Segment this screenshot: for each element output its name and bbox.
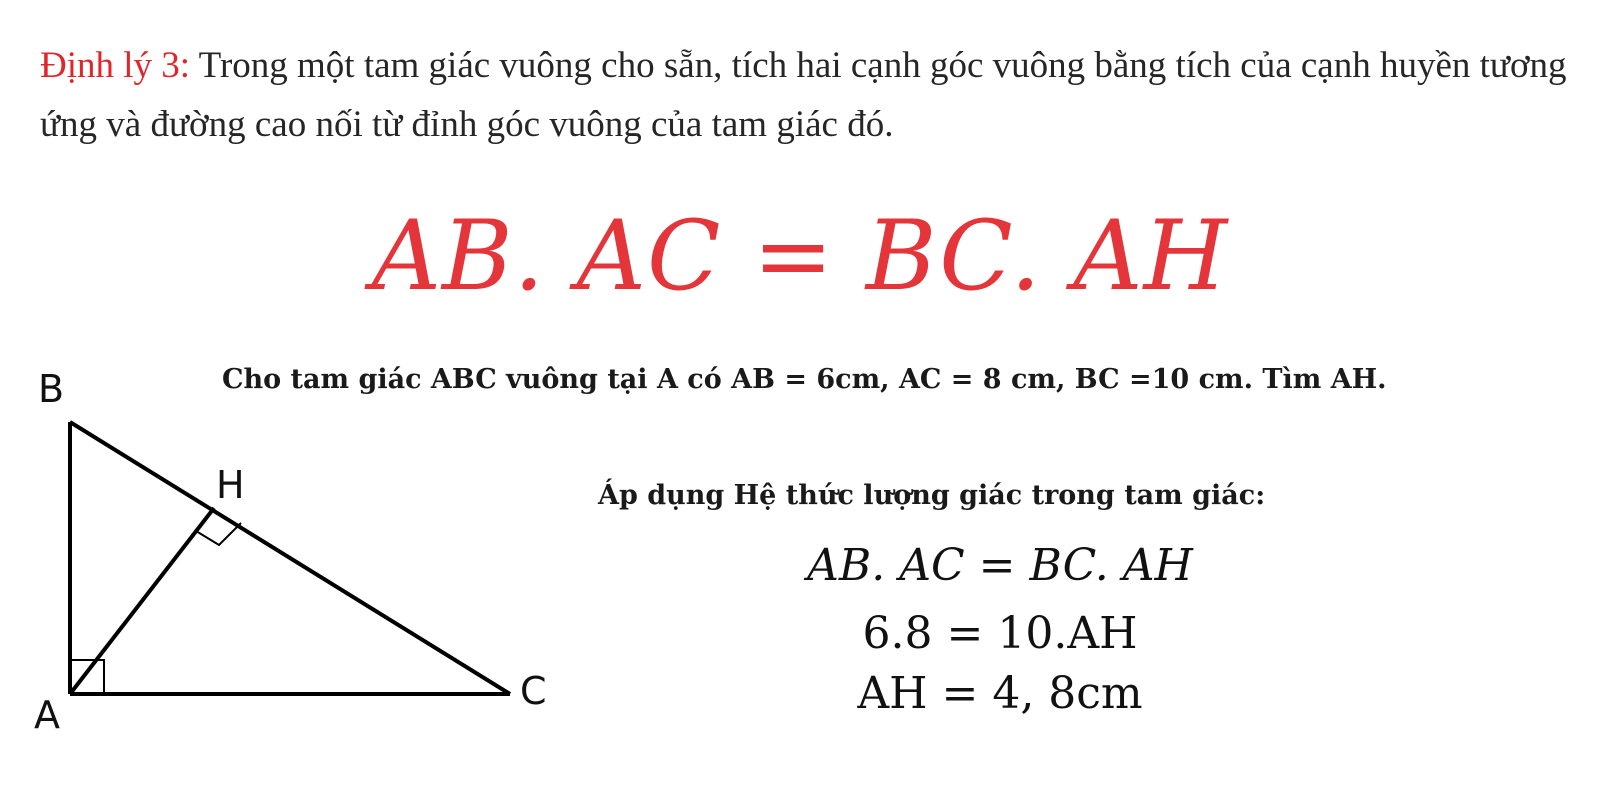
triangle-diagram	[0, 340, 580, 760]
theorem-statement	[40, 36, 1570, 154]
side-bc	[70, 422, 510, 694]
problem-statement: Cho tam giác ABC vuông tại A có AB = 6cm, AC = 8 cm, BC =10 cm. Tìm AH.	[222, 364, 1387, 395]
theorem-text: Trong một tam giác vuông cho sẵn, tích hai cạnh góc vuông bằng tích của cạnh huyền tương ứng và đường cao nối từ đỉnh góc vuông của tam giác đó.	[40, 45, 1567, 145]
point-label-c: C	[520, 669, 547, 713]
point-label-a: A	[34, 693, 60, 737]
theorem-label: Định lý 3:	[40, 45, 191, 86]
point-label-h: H	[216, 463, 245, 507]
point-label-b: B	[38, 367, 65, 411]
main-formula: AB. AC = BC. AH	[371, 200, 1229, 312]
apply-heading: Áp dụng Hệ thức lượng giác trong tam giác:	[598, 480, 1266, 511]
solution-line-1: AB. AC = BC. AH	[807, 540, 1193, 591]
right-angle-marker-h	[196, 523, 241, 545]
solution-line-3: AH = 4, 8cm	[857, 668, 1143, 719]
altitude-ah	[70, 508, 214, 694]
solution-line-2: 6.8 = 10.AH	[862, 608, 1138, 659]
